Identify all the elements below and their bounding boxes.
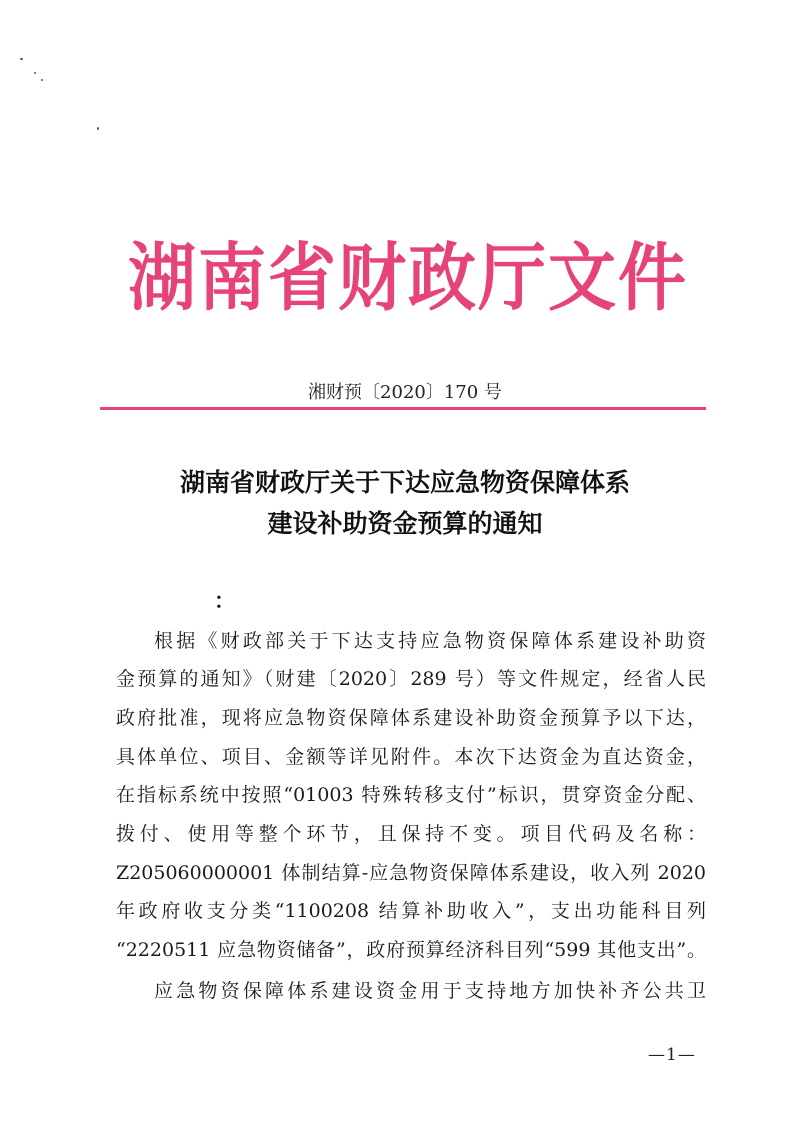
document-number: 湘财预〔2020〕170 号 bbox=[308, 382, 502, 403]
page-number: —1— bbox=[648, 1045, 696, 1065]
body-line: 在指标系统中按照“01003 特殊转移支付”标识，贯穿资金分配、 bbox=[116, 784, 706, 806]
red-divider-line bbox=[100, 407, 706, 410]
body-line: 年政府收支分类“1100208 结算补助收入”，支出功能科目列 bbox=[116, 900, 706, 922]
masthead-title: 湖南省财政厅文件 bbox=[127, 236, 688, 322]
addressee: ： bbox=[214, 588, 235, 613]
body-line: 根据《财政部关于下达支持应急物资保障体系建设补助资 bbox=[154, 630, 706, 652]
notice-title-line-2: 建设补助资金预算的通知 bbox=[267, 509, 543, 538]
body-line: Z205060000001 体制结算-应急物资保障体系建设，收入列 2020 bbox=[116, 862, 706, 884]
scan-speck bbox=[41, 79, 43, 81]
scan-speck bbox=[20, 58, 23, 60]
scan-speck bbox=[34, 72, 36, 74]
body-line: 拨付、使用等整个环节，且保持不变。项目代码及名称： bbox=[116, 823, 706, 845]
body-line: 政府批准，现将应急物资保障体系建设补助资金预算予以下达， bbox=[116, 707, 706, 729]
scan-speck bbox=[97, 127, 99, 130]
body-line: “2220511 应急物资储备”，政府预算经济科目列“599 其他支出”。 bbox=[116, 939, 706, 961]
notice-title-line-1: 湖南省财政厅关于下达应急物资保障体系 bbox=[179, 468, 630, 497]
body-line: 具体单位、项目、金额等详见附件。本次下达资金为直达资金， bbox=[116, 746, 706, 768]
body-line: 金预算的通知》（财建〔2020〕289 号）等文件规定，经省人民 bbox=[116, 668, 706, 690]
body-line: 应急物资保障体系建设资金用于支持地方加快补齐公共卫 bbox=[154, 980, 706, 1002]
